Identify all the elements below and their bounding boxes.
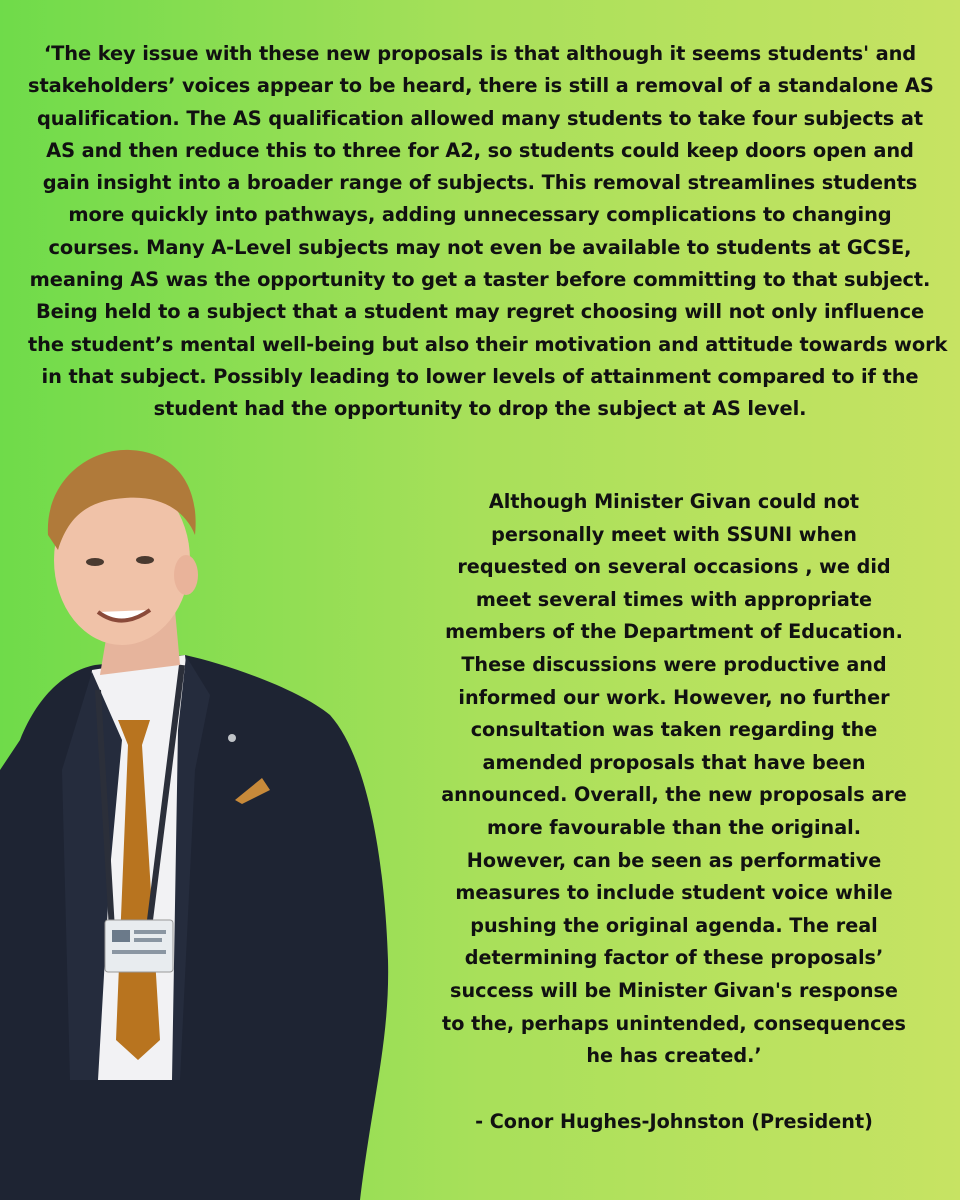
quote-line: Being held to a subject that a student may regret choosing will not only influence [35, 300, 925, 324]
quote-line: determining factor of these proposals’ [464, 946, 884, 970]
quote-line: the student’s mental well-being but also their motivation and attitude towards work [28, 332, 948, 356]
quote-line: AS and then reduce this to three for A2, so students could keep doors open and [46, 138, 914, 162]
quote-line: measures to include student voice while [455, 881, 893, 905]
quote-line: personally meet with SSUNI when [491, 522, 857, 546]
quote-line: amended proposals that have been [482, 750, 866, 774]
quote-line: courses. Many A-Level subjects may not even be available to students at GCSE, [48, 235, 912, 259]
quote-line: requested on several occasions , we did [457, 555, 891, 579]
quote-line: These discussions were productive and [461, 652, 887, 676]
quote-line: meaning AS was the opportunity to get a taster before committing to that subject. [29, 268, 931, 292]
right-eye [136, 556, 154, 564]
quote-line: ‘The key issue with these new proposals is that although it seems students' and [43, 42, 917, 65]
ear [174, 555, 198, 595]
quote-line: members of the Department of Education. [445, 620, 903, 644]
quote-line: gain insight into a broader range of subjects. This removal streamlines students [42, 171, 918, 195]
quote-line: announced. Overall, the new proposals are [441, 783, 907, 807]
opening-quote [28, 38, 948, 426]
closing-quote [418, 486, 930, 1073]
quote-line: he has created.’ [586, 1044, 762, 1068]
president-portrait [0, 440, 400, 1200]
quote-line: meet several times with appropriate [475, 587, 873, 611]
quote-line: informed our work. However, no further [458, 685, 890, 709]
quote-line: Although Minister Givan could not [488, 490, 860, 513]
quote-line: stakeholders’ voices appear to be heard, there is still a removal of a standalone AS [28, 74, 934, 98]
id-badge [105, 920, 173, 972]
quote-line: in that subject. Possibly leading to lower levels of attainment compared to if the [41, 364, 919, 388]
quote-attribution: - Conor Hughes-Johnston (President) [475, 1110, 873, 1133]
left-eye [86, 558, 104, 566]
quote-line: more favourable than the original. [486, 815, 862, 839]
quote-line: student had the opportunity to drop the subject at AS level. [153, 397, 807, 421]
quote-line: success will be Minister Givan's response [450, 978, 898, 1002]
quote-line: more quickly into pathways, adding unnecessary complications to changing [68, 203, 892, 227]
quote-line: consultation was taken regarding the [470, 718, 878, 742]
quote-line: to the, perhaps unintended, consequences [442, 1011, 906, 1035]
lapel-pin [228, 734, 236, 742]
quote-line: However, can be seen as performative [466, 848, 882, 872]
quote-line: qualification. The AS qualification allowed many students to take four subjects at [36, 106, 924, 130]
quote-line: pushing the original agenda. The real [470, 913, 878, 937]
